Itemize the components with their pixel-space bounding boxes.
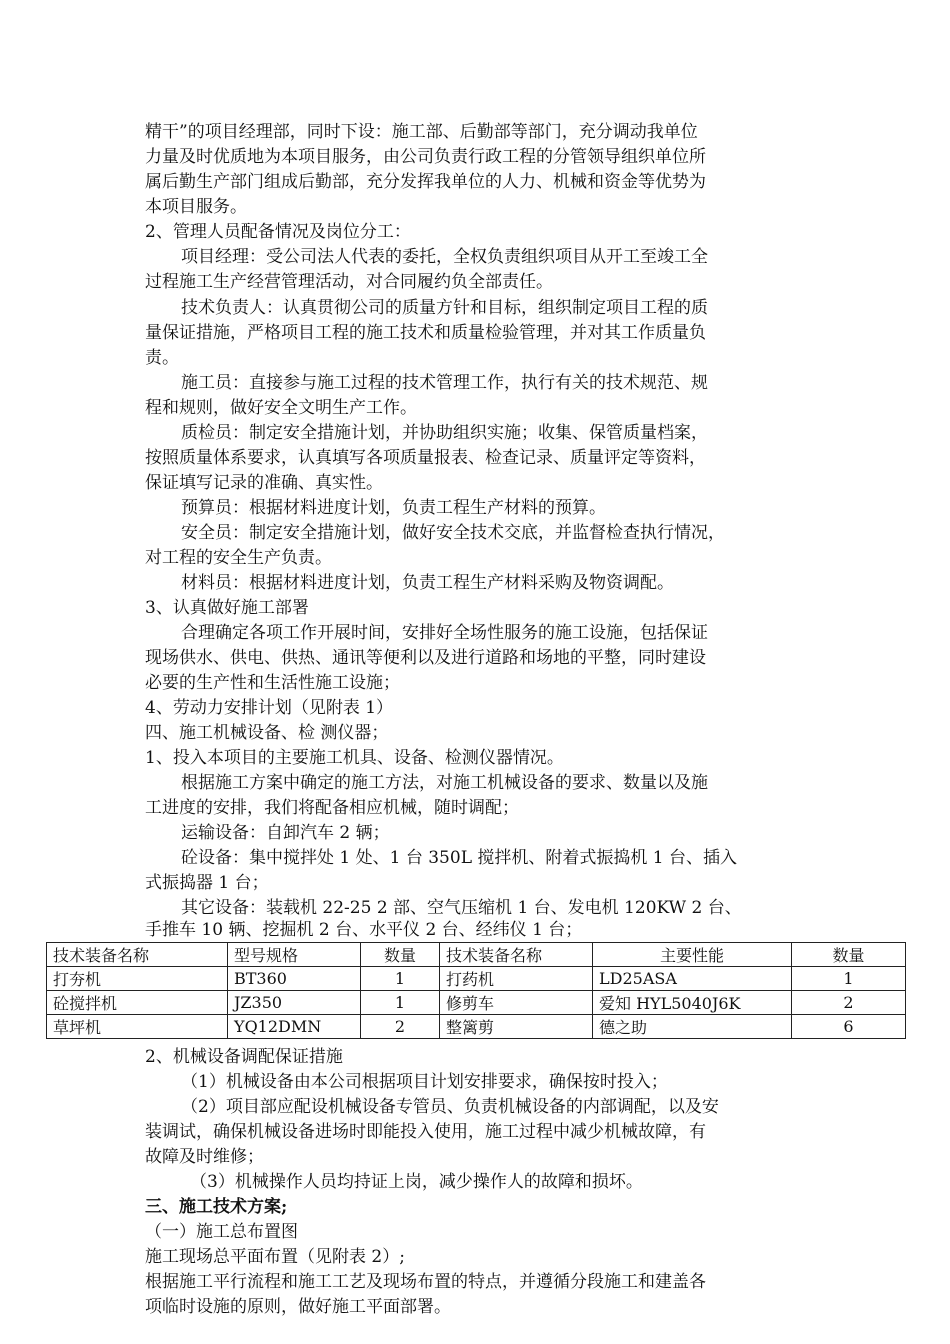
text-line: 对工程的安全生产负责。 [145,548,332,568]
section-heading: 2、管理人员配备情况及岗位分工： [145,222,411,242]
table-cell: 1 [361,967,440,991]
text-line: 安全员：制定安全措施计划，做好安全技术交底，并监督检查执行情况， [181,523,725,543]
text-line: （2）项目部应配设机械设备专管员、负责机械设备的内部调配，以及安 [181,1097,719,1117]
text-line: 程和规则，做好安全文明生产工作。 [145,398,417,418]
table-header-cell: 技术装备名称 [47,943,228,967]
text-line: 项目经理：受公司法人代表的委托，全权负责组织项目从开工至竣工全 [181,247,708,267]
text-line: 现场供水、供电、供热、通讯等便利以及进行道路和场地的平整，同时建设 [145,648,706,668]
table-header-cell: 技术装备名称 [440,943,593,967]
table-row [47,1015,906,1039]
table-cell: 1 [792,967,906,991]
text-line: 工进度的安排，我们将配备相应机械，随时调配； [145,798,519,818]
text-line: 根据施工方案中确定的施工方法，对施工机械设备的要求、数量以及施 [181,773,708,793]
table-cell: 打夯机 [47,967,228,991]
table-row [47,991,906,1015]
text-line: 装调试，确保机械设备进场时即能投入使用，施工过程中减少机械故障，有 [145,1122,706,1142]
table-cell: 1 [361,991,440,1015]
chapter-heading: 三、施工技术方案; [145,1197,288,1217]
table-cell: 2 [792,991,906,1015]
text-line: 施工员：直接参与施工过程的技术管理工作，执行有关的技术规范、规 [181,373,708,393]
text-line: 本项目服务。 [145,197,247,217]
section-heading: 1、投入本项目的主要施工机具、设备、检测仪器情况。 [145,748,564,768]
table-header-cell: 数量 [361,943,440,967]
text-line: 保证填写记录的准确、真实性。 [145,473,383,493]
text-line: 按照质量体系要求，认真填写各项质量报表、检查记录、质量评定等资料， [145,448,706,468]
text-line: 预算员：根据材料进度计划，负责工程生产材料的预算。 [181,498,606,518]
section-heading: （一）施工总布置图 [145,1222,298,1242]
table-row [47,967,906,991]
text-line: 力量及时优质地为本项目服务，由公司负责行政工程的分管领导组织单位所 [145,147,706,167]
text-line: 根据施工平行流程和施工工艺及现场布置的特点，并遵循分段施工和建盖各 [145,1272,706,1292]
table-header-row [47,943,906,967]
text-line: 故障及时维修； [145,1147,264,1167]
table-header-cell: 型号规格 [228,943,361,967]
text-line: 质检员：制定安全措施计划，并协助组织实施；收集、保管质量档案， [181,423,708,443]
text-line: 式振捣器 1 台； [145,873,269,893]
text-line: 运输设备：自卸汽车 2 辆； [181,823,390,843]
text-line: 材料员：根据材料进度计划，负责工程生产材料采购及物资调配。 [181,573,674,593]
text-line: 必要的生产性和生活性施工设施； [145,673,400,693]
table-cell: 砼搅拌机 [47,991,228,1015]
text-line: （1）机械设备由本公司根据项目计划安排要求，确保按时投入； [181,1072,668,1092]
table-header-cell: 数量 [792,943,906,967]
table-cell: YQ12DMN [228,1015,361,1039]
table-cell: 德之助 [593,1015,792,1039]
text-line: 砼设备：集中搅拌处 1 处、1 台 350L 搅拌机、附着式振捣机 1 台、插入 [181,848,738,868]
table-cell: LD25ASA [593,967,792,991]
text-line: 精干”的项目经理部，同时下设：施工部、后勤部等部门，充分调动我单位 [145,122,698,142]
equipment-table [46,942,906,1039]
table-cell: 草坪机 [47,1015,228,1039]
section-heading: 4、劳动力安排计划（见附表 1） [145,698,394,718]
text-line: 技术负责人：认真贯彻公司的质量方针和目标，组织制定项目工程的质 [181,298,708,318]
text-line: （3）机械操作人员均持证上岗，减少操作人的故障和损坏。 [190,1172,643,1192]
table-cell: JZ350 [228,991,361,1015]
chapter-heading: 四、施工机械设备、检 测仪器； [145,723,389,743]
table-cell: 2 [361,1015,440,1039]
text-line: 量保证措施，严格项目工程的施工技术和质量检验管理，并对其工作质量负 [145,323,706,343]
section-heading: 3、认真做好施工部署 [145,598,309,618]
table-cell: 修剪车 [440,991,593,1015]
table-cell: BT360 [228,967,361,991]
text-line: 属后勤生产部门组成后勤部，充分发挥我单位的人力、机械和资金等优势为 [145,172,706,192]
text-line: 合理确定各项工作开展时间，安排好全场性服务的施工设施，包括保证 [181,623,708,643]
table-cell: 爱知 HYL5040J6K [593,991,792,1015]
text-line: 其它设备：装载机 22-25 2 部、空气压缩机 1 台、发电机 120KW 2 台、 [181,898,742,918]
text-line: 项临时设施的原则，做好施工平面部署。 [145,1297,451,1317]
table-cell: 整篱剪 [440,1015,593,1039]
text-line: 责。 [145,348,179,368]
text-line: 过程施工生产经营管理活动，对合同履约负全部责任。 [145,272,553,292]
table-header-cell: 主要性能 [593,943,792,967]
table-cell: 打药机 [440,967,593,991]
section-heading: 2、机械设备调配保证措施 [145,1047,343,1067]
text-line: 施工现场总平面布置（见附表 2）; [145,1247,405,1267]
table-cell: 6 [792,1015,906,1039]
text-line: 手推车 10 辆、挖掘机 2 台、水平仪 2 台、经纬仪 1 台； [145,920,583,940]
